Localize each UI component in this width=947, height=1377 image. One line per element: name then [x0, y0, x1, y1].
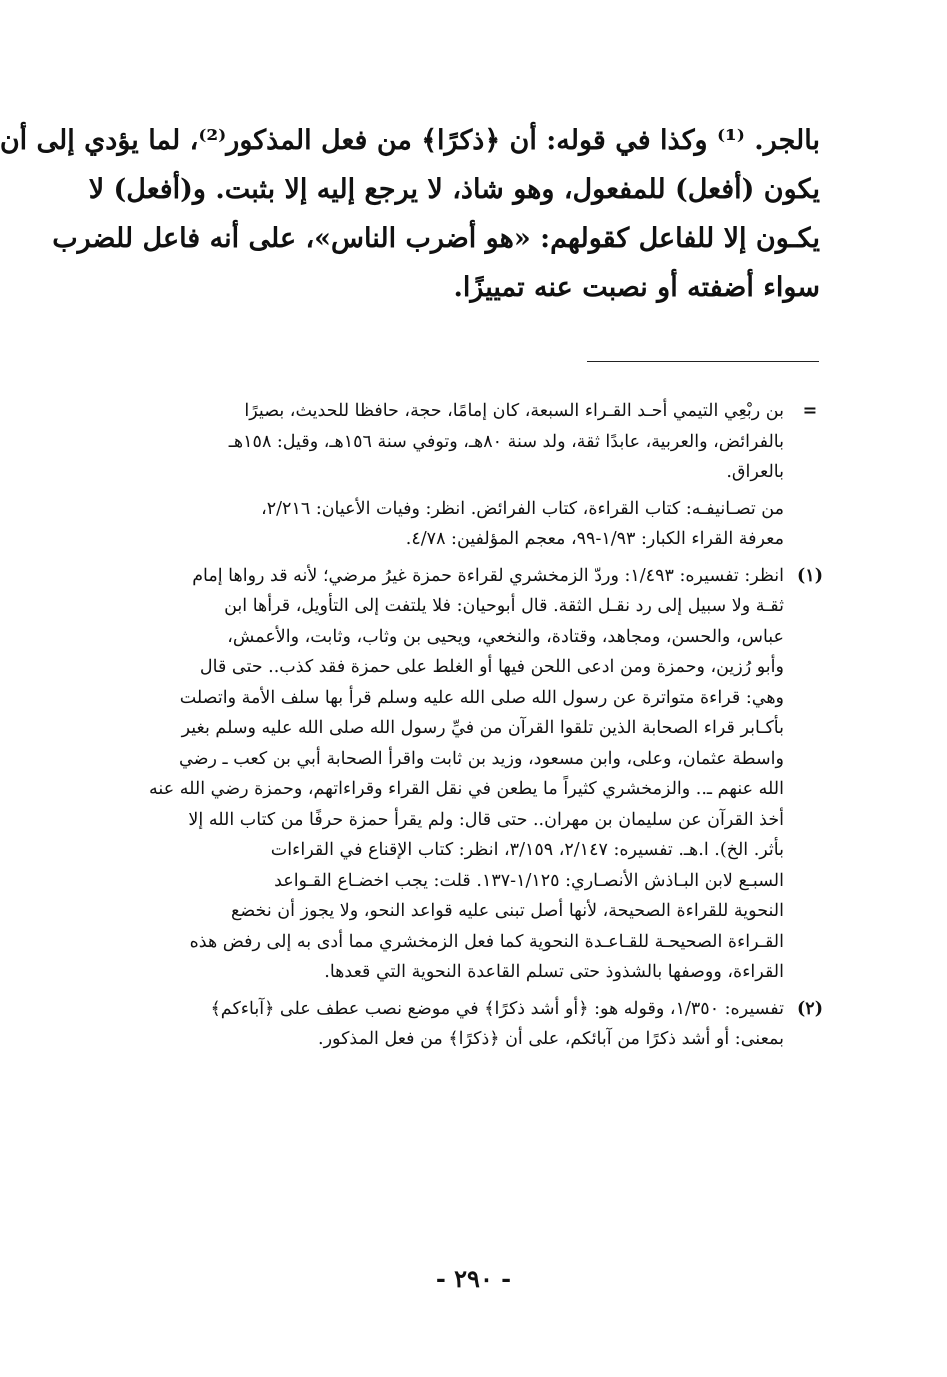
- footnote-line: بالعراق.: [726, 462, 784, 482]
- footnote-line: وأبو رُزين، وحمزة ومن ادعى اللحن فيها أو الغلط على حمزة فقد كذب.. حتى قال: [199, 657, 784, 677]
- footnote-line: من تصـانيفـه: كتاب القراءة، كتاب الفرائض. انظر: وفيات الأعيان: ٢/٢١٦،: [261, 498, 784, 519]
- footnote-1: [108, 561, 828, 988]
- continuation-marker: =: [802, 401, 818, 421]
- footnote-2: [108, 994, 828, 1055]
- footnote-1-marker: (١): [797, 565, 823, 586]
- footnote-2-marker: (٢): [797, 998, 823, 1019]
- main-body-text: [0, 116, 820, 312]
- footnote-line: عباس، والحسن، ومجاهد، وقتادة، والنخعي، ويحيى بن وثاب، وثابت، والأعمش،: [227, 626, 784, 647]
- footnote-line: أخذ القرآن عن سليمان بن مهران.. حتى قال: ولم يقرأ حمزة حرفًا من كتاب الله إلا: [188, 809, 784, 830]
- continuation-paragraph-2: [108, 494, 784, 555]
- footnote-line: القـراءة الصحيحـة للقـاعـدة النحوية كما فعل الزمخشري مما أدى به إلى رفض هذه: [189, 931, 784, 952]
- footnote-separator: [587, 361, 819, 362]
- footnote-line: ثقـة ولا سبيل إلى رد نقـل الثقة. قال أبوحيان: فلا يلتفت إلى التأويل، قرأها ابن: [224, 596, 784, 616]
- footnote-line: الله عنهم ـ.. والزمخشري كثيراً ما يطعن في نقل القراء وقراءاتهم، وحمزة رضي الله عنه: [149, 779, 784, 799]
- footnote-line: السبـع لابن البـاذش الأنصـاري: ١/١٢٥-١٣٧. قلت: يجب اخضـاع القـواعد: [274, 870, 784, 891]
- footnote-line: وهي: قراءة متواترة عن رسول الله صلى الله عليه وسلم قرأ بها سلف الأمة واتصلت: [179, 687, 784, 708]
- footnote-line: معرفة القراء الكبار: ١/٩٣-٩٩، معجم المؤلفين: ٤/٧٨.: [405, 529, 784, 549]
- page-number: - ٢٩٠ -: [435, 1264, 512, 1293]
- footnote-line: بن ربْعِي التيمي أحـد القـراء السبعة، كان إمامًا، حجة، حافظا للحديث، بصيرًا: [244, 401, 784, 421]
- continuation-paragraph-1: [108, 396, 784, 488]
- footnote-line: القراءة، ووصفها بالشذوذ حتى تسلم القاعدة النحوية التي قعدها.: [324, 962, 784, 982]
- footnote-line: بأكـابر قراء الصحابة الذين تلقوا القرآن من فيِّ رسول الله صلى الله عليه وسلم بغير: [181, 718, 784, 738]
- footnote-line: النحوية للقراءة الصحيحة، لأنها أصل تبنى عليه قواعد النحو، ولا يجوز أن نخضع: [231, 901, 784, 921]
- footnote-continuation: [108, 396, 828, 555]
- footnote-line: تفسيره: ١/٣٥٠، وقوله هو: ﴿أو أشد ذكرًا﴾ في موضع نصب عطف على ﴿آباءكم﴾: [210, 998, 784, 1019]
- main-text-line: سواء أضفته أو نصبت عنه تمييزًا.: [453, 272, 820, 303]
- footnote-line: بأثر. الخ). ا.هـ. تفسيره: ٢/١٤٧، ٣/١٥٩، انظر: كتاب الإقناع في القراءات: [270, 840, 784, 860]
- main-text-line: بالجر. ⁽¹⁾ وكذا في قوله: أن ﴿ذكرًا﴾ من فعل المذكور⁽²⁾، لما يؤدي إلى أن: [0, 125, 820, 156]
- footnote-line: انظر: تفسيره: ١/٤٩٣: وردّ الزمخشري لقراءة حمزة غيرُ مرضي؛ لأنه قد رواها إمام: [192, 565, 784, 586]
- main-text-line: يكـون إلا للفاعل كقولهم: «هو أضرب الناس»، على أنه فاعل للضرب: [52, 223, 820, 254]
- main-text-line: يكون (أفعل) للمفعول، وهو شاذ، لا يرجع إليه إلا بثبت. و(أفعل) لا: [88, 174, 820, 205]
- footnote-line: واسطة عثمان، وعلى، وابن مسعود، وزيد بن ثابت واقرأ الصحابة أبي بن كعب ـ رضي: [179, 748, 784, 769]
- footnote-line: بالفرائض، والعربية، عابدًا ثقة، ولد سنة ٨٠هـ، وتوفي سنة ١٥٦هـ، وقيل: ١٥٨هـ: [228, 431, 784, 452]
- footnotes-section: [108, 396, 828, 1061]
- footnote-line: بمعنى: أو أشد ذكرًا من آبائكم، على أن ﴿ذكرًا﴾ من فعل المذكور.: [318, 1029, 784, 1049]
